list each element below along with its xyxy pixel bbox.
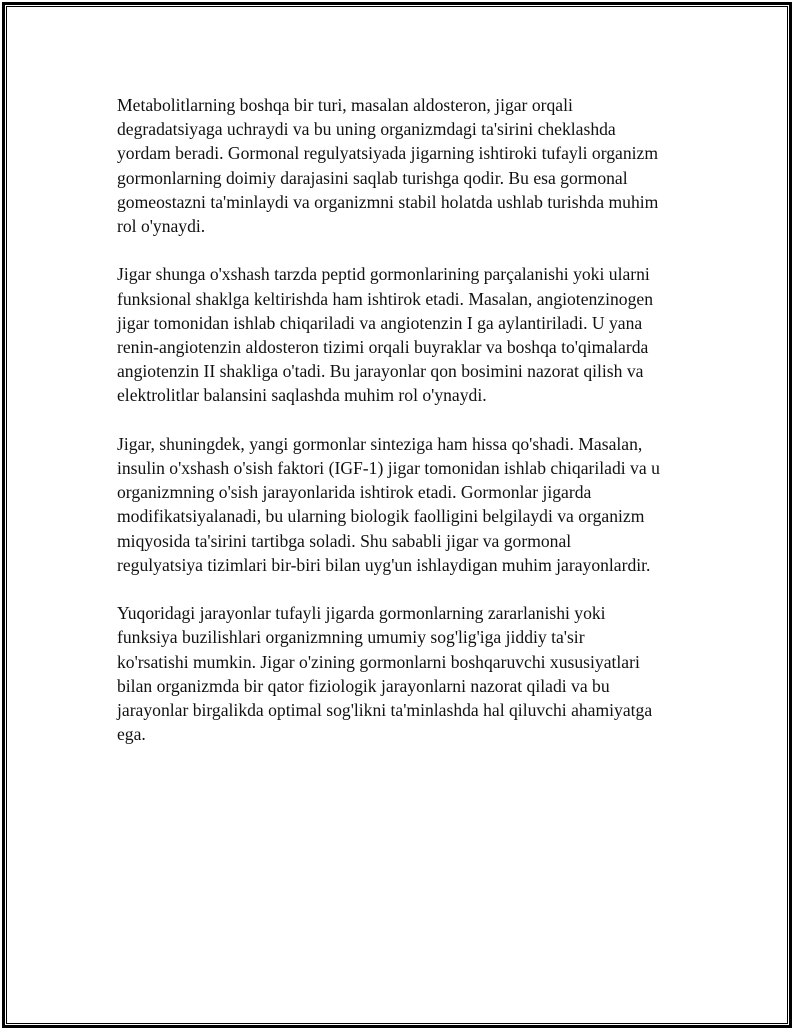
paragraph-1 [117, 93, 692, 238]
text-line: gomeostazni ta'minlaydi va organizmni stabil holatda ushlab turishda muhim [117, 191, 659, 212]
text-line: degradatsiyaga uchraydi va bu uning organizmdagi ta'sirini cheklashda [117, 119, 616, 140]
text-line: Yuqoridagi jarayonlar tufayli jigarda gormonlarning zararlanishi yoki [117, 603, 606, 624]
text-line: angiotenzin II shakliga o'tadi. Bu jarayonlar qon bosimini nazorat qilish va [117, 361, 644, 382]
text-line: bilan organizmda bir qator fiziologik jarayonlarni nazorat qiladi va bu [117, 675, 610, 696]
text-line: organizmning o'sish jarayonlarida ishtirok etadi. Gormonlar jigarda [117, 482, 592, 503]
text-line: ega. [117, 724, 146, 745]
text-line: modifikatsiyalanadi, bu ularning biologik faolligini belgilaydi va organizm [117, 506, 645, 527]
text-line: ko'rsatishi mumkin. Jigar o'zining gormonlarni boshqaruvchi xususiyatlari [117, 651, 640, 672]
document-body [117, 93, 692, 771]
text-line: jarayonlar birgalikda optimal sog'likni ta'minlashda hal qiluvchi ahamiyatga [117, 700, 653, 721]
text-line: yordam beradi. Gormonal regulyatsiyada jigarning ishtiroki tufayli organizm [117, 143, 659, 164]
paragraph-2 [117, 262, 692, 407]
text-line: miqyosida ta'sirini tartibga soladi. Shu sababli jigar va gormonal [117, 530, 572, 551]
text-line: jigar tomonidan ishlab chiqariladi va angiotenzin I ga aylantiriladi. U yana [117, 312, 643, 333]
text-line: funksional shaklga keltirishda ham ishtirok etadi. Masalan, angiotenzinogen [117, 288, 653, 309]
text-line: elektrolitlar balansini saqlashda muhim rol o'ynaydi. [117, 385, 487, 406]
text-line: Jigar, shuningdek, yangi gormonlar sinteziga ham hissa qo'shadi. Masalan, [117, 433, 643, 454]
text-line: funksiya buzilishlari organizmning umumiy sog'lig'iga jiddiy ta'sir [117, 627, 585, 648]
text-line: gormonlarning doimiy darajasini saqlab turishga qodir. Bu esa gormonal [117, 167, 628, 188]
paragraph-3 [117, 432, 692, 577]
text-line: renin-angiotenzin aldosteron tizimi orqali buyraklar va boshqa to'qimalarda [117, 337, 649, 358]
text-line: Metabolitlarning boshqa bir turi, masalan aldosteron, jigar orqali [117, 95, 573, 115]
text-line: Jigar shunga o'xshash tarzda peptid gormonlarining parçalanishi yoki ularni [117, 264, 650, 285]
text-line: insulin o'xshash o'sish faktori (IGF-1) jigar tomonidan ishlab chiqariladi va u [117, 458, 660, 479]
text-line: rol o'ynaydi. [117, 216, 206, 237]
text-line: regulyatsiya tizimlari bir-biri bilan uyg'un ishlaydigan muhim jarayonlardir. [117, 554, 651, 575]
paragraph-4 [117, 601, 692, 746]
